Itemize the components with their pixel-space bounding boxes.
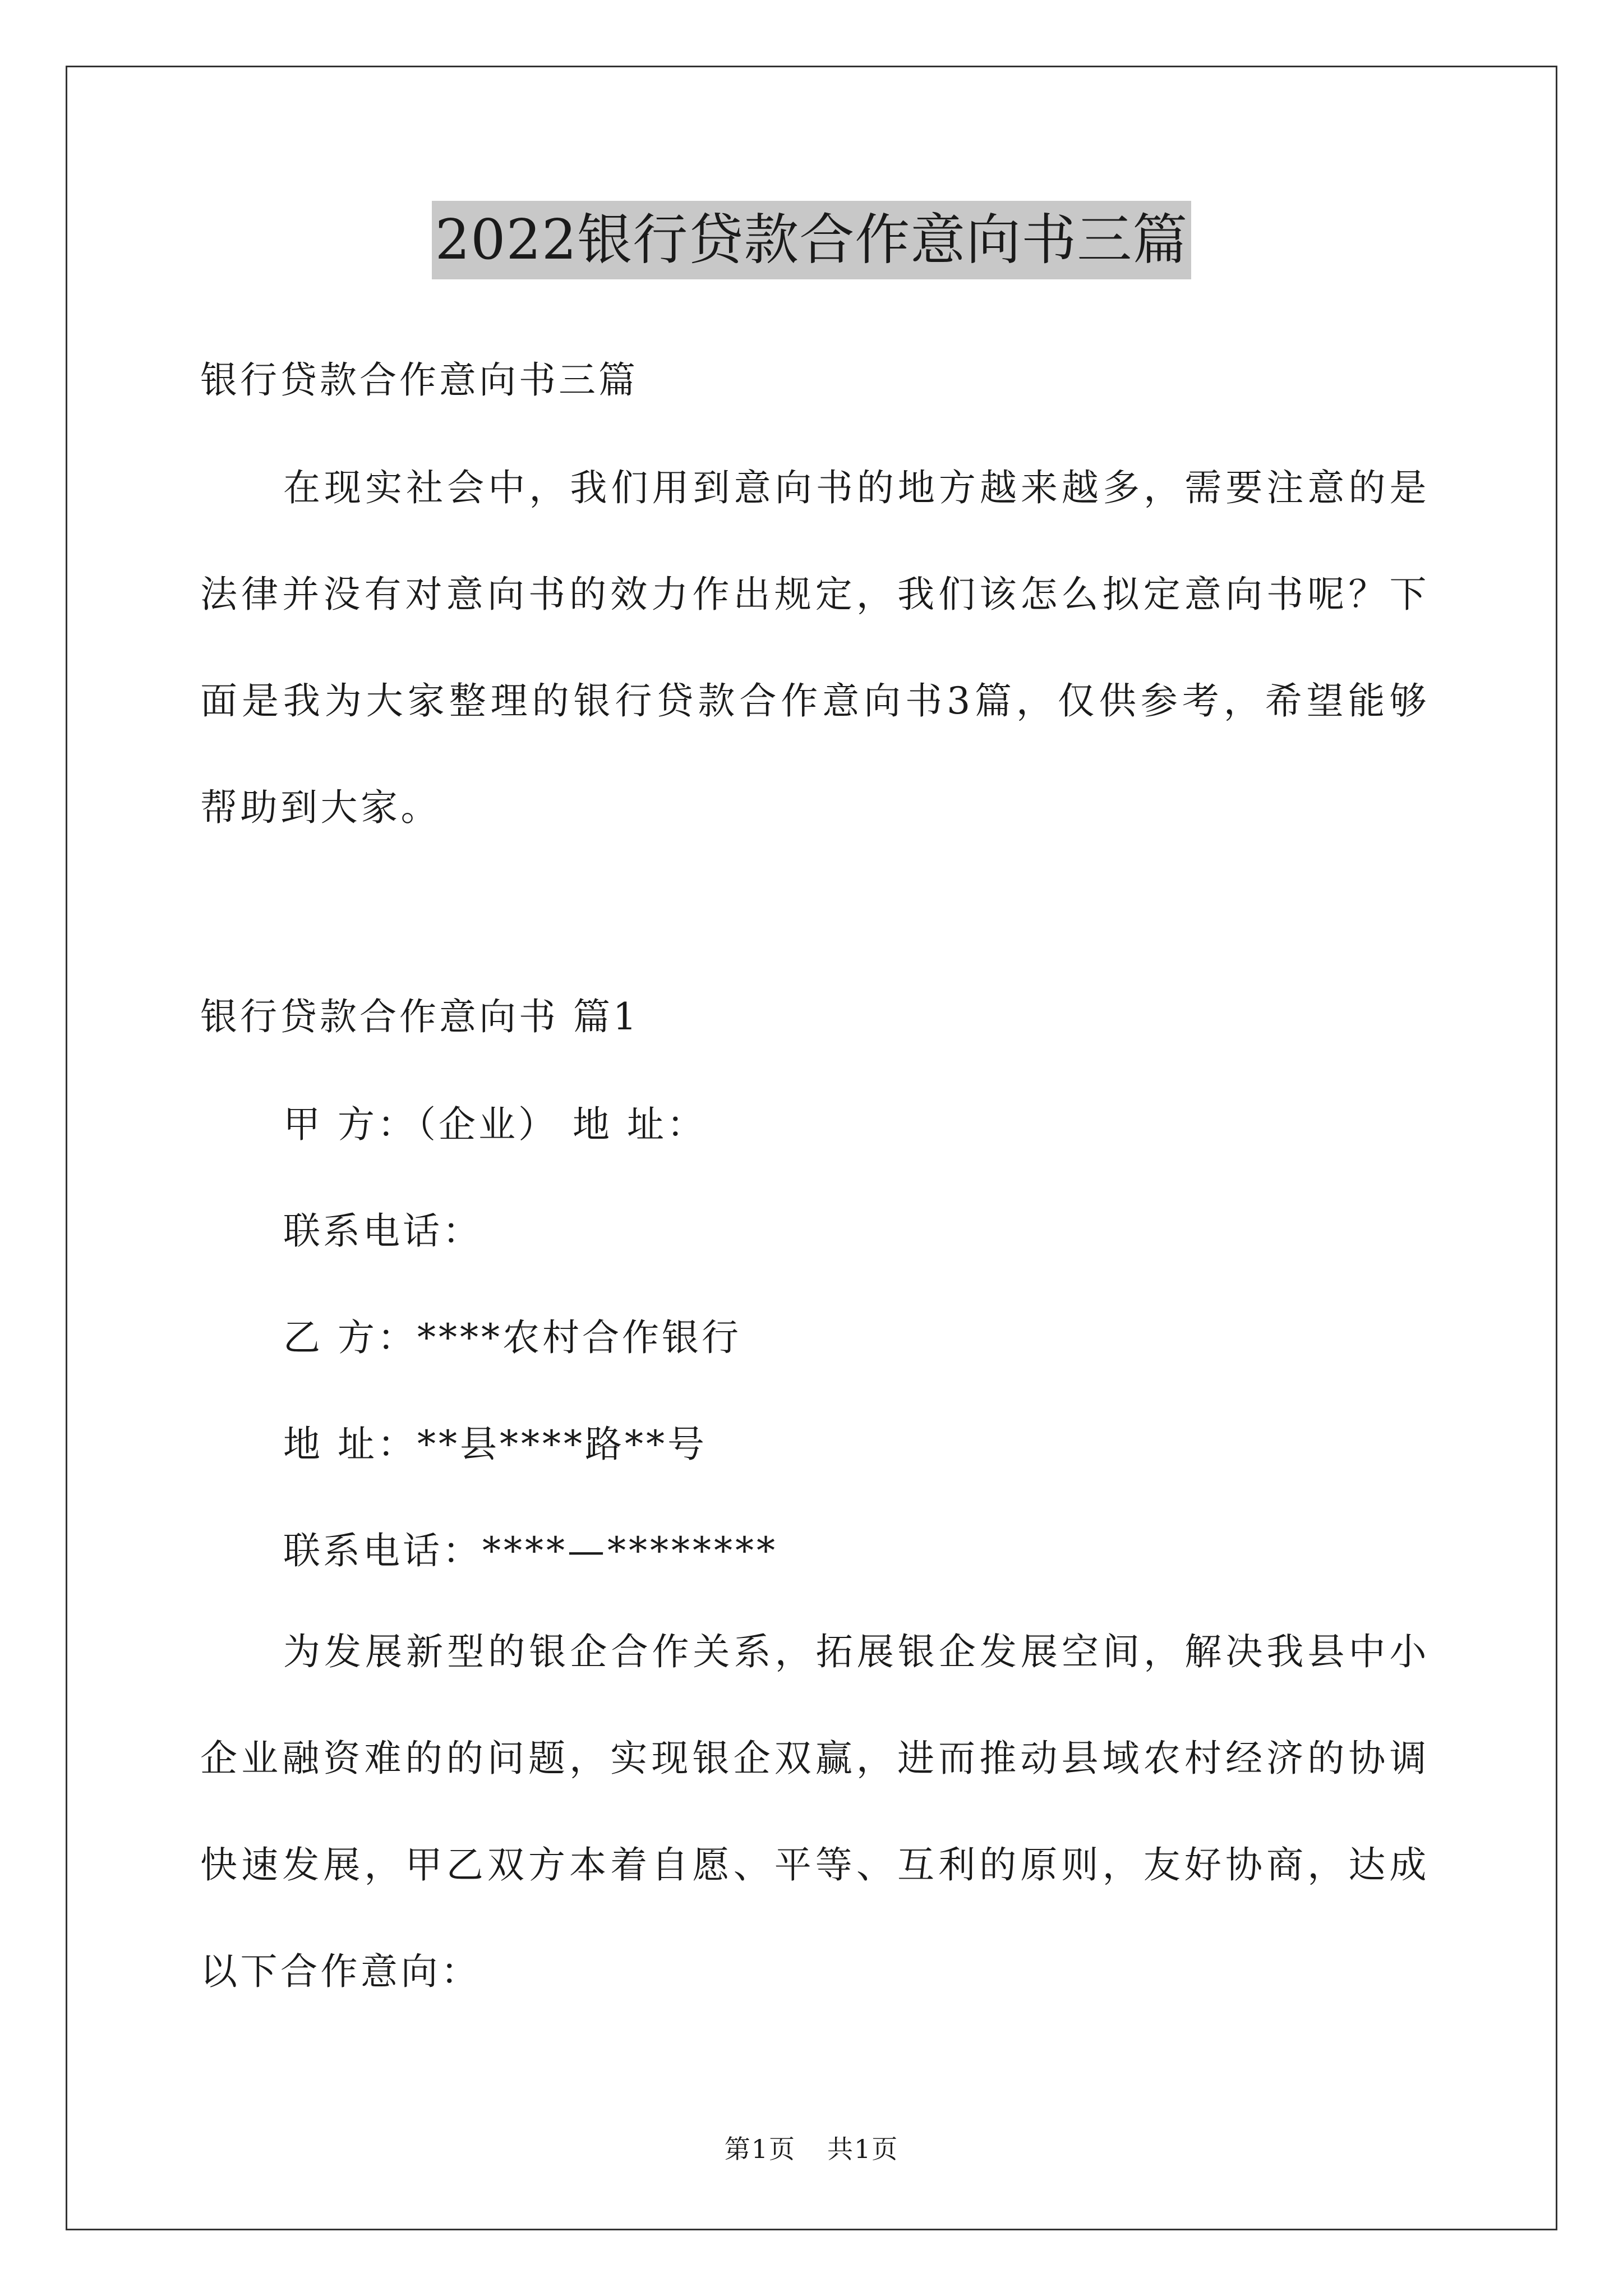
document-title: 2022银行贷款合作意向书三篇 [432,201,1191,279]
page-footer [0,2129,1623,2166]
intro-paragraph: 在现实社会中，我们用到意向书的地方越来越多，需要注意的是法律并没有对意向书的效力作出规定，我们该怎么拟定意向书呢？下面是我为大家整理的银行贷款合作意向书3篇，仅供参考，希望能够帮助到大家。 [200,466,1430,829]
party-b-field: 乙 方：****农村合作银行 [283,1316,741,1359]
body-paragraph: 为发展新型的银企合作关系，拓展银企发展空间，解决我县中小企业融资难的的问题，实现银企双赢，进而推动县域农村经济的协调快速发展，甲乙双方本着自愿、平等、互利的原则，友好协商，达成以下合作意向： [200,1630,1430,1993]
party-b-phone-field: 联系电话：****—******** [283,1529,778,1572]
party-a-phone-field: 联系电话： [283,1209,482,1253]
page-total: 共1页 [827,2134,899,2164]
party-a-field: 甲 方：（企业） 地 址： [283,1103,707,1146]
party-fields [200,1071,778,1604]
section-heading: 银行贷款合作意向书 篇1 [200,995,639,1038]
document-subtitle: 银行贷款合作意向书三篇 [200,358,638,402]
party-b-address-field: 地 址：**县****路**号 [283,1423,707,1466]
title-container [0,201,1623,279]
page-number: 第1页 [724,2134,796,2164]
